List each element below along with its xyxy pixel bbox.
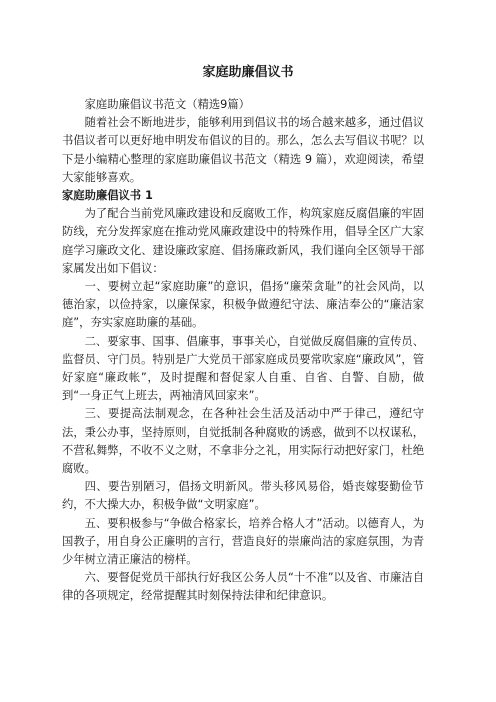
paragraph-item-4: 四、要告别陋习，倡扬文明新风。带头移风易俗，婚丧嫁娶勤俭节约，不大操大办，积极争做“文明家庭”。 xyxy=(62,480,424,512)
paragraph-item-1: 一、要树立起“家庭助廉”的意识，倡扬“廉荣贪耻”的社会风尚，以德治家，以俭持家，以廉保家，积极争做遵纪守法、廉洁奉公的“廉洁家庭”，夯实家庭助廉的基础。 xyxy=(62,280,424,330)
paragraph-item-5: 五、要积极参与“争做合格家长，培养合格人才”活动。以德育人，为国教子，用自身公正廉明的言行，营造良好的崇廉尚洁的家庭氛围，为青少年树立清正廉洁的榜样。 xyxy=(62,516,424,567)
intro-paragraph: 随着社会不断地进步，能够利用到倡议书的场合越来越多，通过倡议书倡议者可以更好地申明发布倡议的目的。那么，怎么去写倡议书呢？以下是小编精心整理的家庭助廉倡议书范文（精选 9 篇），欢迎阅读，希望大家能够喜欢。 xyxy=(62,116,424,184)
paragraph-item-2: 二、要家事、国事、倡廉事，事事关心，自觉做反腐倡廉的宣传员、监督员、守门员。特别是广大党员干部家庭成员要常吹家庭“廉政风”，管好家庭“廉政帐”，及时提醒和督促家人自重、自省、自警、自励，做到“一身正气上班去，两袖清风回家来”。 xyxy=(62,334,424,403)
paragraph-item-3: 三、要提高法制观念，在各种社会生活及活动中严于律己，遵纪守法，秉公办事，坚持原则，自觉抵制各种腐败的诱惑，做到不以权谋私，不营私舞弊，不收不义之财，不拿非分之礼，用实际行动把好家门，杜绝腐败。 xyxy=(62,407,424,476)
paragraph-item-6: 六、要督促党员干部执行好我区公务人员“十不准”以及省、市廉洁自律的各项规定，经常提醒其时刻保持法律和纪律意识。 xyxy=(62,571,424,603)
document-subtitle: 家庭助廉倡议书范文（精选9篇） xyxy=(84,98,250,111)
document-title: 家庭助廉倡议书 xyxy=(202,65,294,80)
document-body xyxy=(62,96,424,606)
paragraph-preamble: 为了配合当前党风廉政建设和反腐败工作，构筑家庭反腐倡廉的牢固防线，充分发挥家庭在推动党风廉政建设中的特殊作用，倡导全区广大家庭学习廉政文化、建设廉政家庭、倡扬廉政新风，我们谨向全区领导干部家属发出如下倡议： xyxy=(62,207,424,275)
section-heading: 家庭助廉倡议书 1 xyxy=(62,189,153,203)
